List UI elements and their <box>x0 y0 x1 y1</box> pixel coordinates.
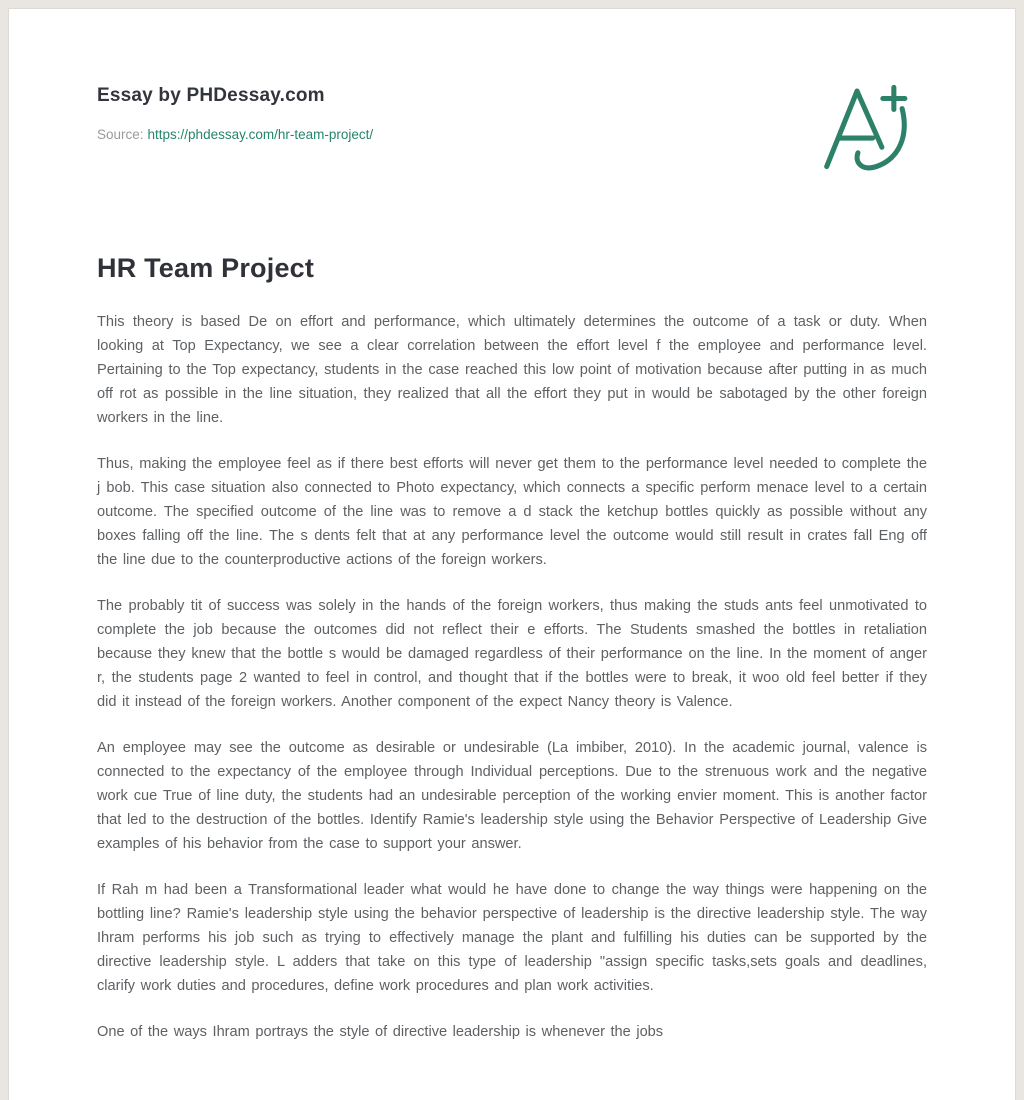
source-label: Source: <box>97 127 144 142</box>
header-text-block <box>97 81 373 142</box>
essay-paragraph: If Rah m had been a Transformational leader what would he have done to change the way things were happening on the bottling line? Ramie's leadership style using the behavior perspective of leadership is the directive leadership style. The way Ihram performs his job such as trying to effectively manage the plant and fulfilling his duties can be supported by the directive leadership style. L adders that take on this type of leadership "assign specific tasks,sets goals and deadlines, clarify work duties and procedures, define work procedures and plan work activities. <box>97 882 927 994</box>
essay-paragraph: The probably tit of success was solely in the hands of the foreign workers, thus making the studs ants feel unmotivated to complete the job because the outcomes did not reflect their e efforts. The Students smashed the bottles in retaliation because they knew that the bottle s would be damaged regardless of their performance on the line. In the moment of anger r, the students page 2 wanted to feel in control, and thought that if the bottles were to break, it woo old feel better if they did it instead of the foreign workers. Another component of the expect Nancy theory is Valence. <box>97 598 927 710</box>
source-line <box>97 127 373 142</box>
essay-title: HR Team Project <box>97 253 315 283</box>
phdessay-logo <box>813 81 925 173</box>
essay-header <box>97 81 927 173</box>
essay-body <box>97 310 927 1044</box>
essay-card <box>8 8 1016 1100</box>
essay-paragraph: One of the ways Ihram portrays the style of directive leadership is whenever the jobs <box>97 1024 664 1040</box>
source-url-link[interactable]: https://phdessay.com/hr-team-project/ <box>147 127 374 142</box>
essay-paragraph: An employee may see the outcome as desirable or undesirable (La imbiber, 2010). In the academic journal, valence is connected to the expectancy of the employee through Individual perceptions. Due to the strenuous work and the negative work cue True of line duty, the students had an undesirable perception of the working envier moment. This is another factor that led to the destruction of the bottles. Identify Ramie's leadership style using the Behavior Perspective of Leadership Give examples of his behavior from the case to support your answer. <box>97 740 927 852</box>
essay-paragraph: This theory is based De on effort and performance, which ultimately determines the outcome of a task or duty. When looking at Top Expectancy, we see a clear correlation between the effort level f the employee and performance level. Pertaining to the Top expectancy, students in the case reached this low point of motivation because after putting in as much off rot as possible in the line situation, they realized that all the effort they put in would be sabotaged by the other foreign workers in the line. <box>97 314 927 426</box>
a-plus-logo-icon <box>813 81 925 173</box>
byline-heading: Essay by PHDessay.com <box>97 85 325 106</box>
essay-paragraph: Thus, making the employee feel as if there best efforts will never get them to the performance level needed to complete the j bob. This case situation also connected to Photo expectancy, which connects a specific perform menace level to a certain outcome. The specified outcome of the line was to remove a d stack the ketchup bottles quickly as possible without any boxes falling off the line. The s dents felt that at any performance level the outcome would still result in crates fall Eng off the line due to the counterproductive actions of the foreign workers. <box>97 456 927 568</box>
